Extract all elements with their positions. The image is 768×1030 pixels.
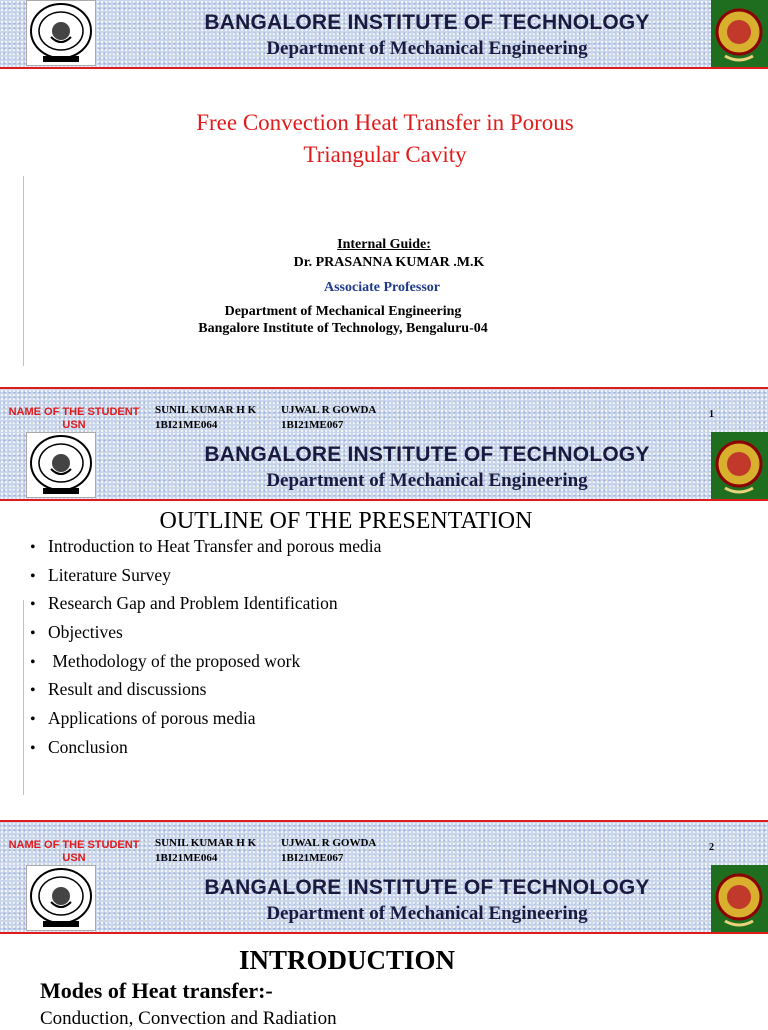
student-label [4,406,144,432]
bullet-icon: • [30,711,36,729]
outline-heading: OUTLINE OF THE PRESENTATION [159,508,533,534]
guide-department: Department of Mechanical Engineering [224,304,462,319]
institute-name: BANGALORE INSTITUTE OF TECHNOLOGY [204,11,650,34]
outline-list [30,532,381,762]
student-usn: 1BI21ME067 [281,419,344,431]
title-line2: Triangular Cavity [303,142,467,167]
student-name: UJWAL R GOWDA [281,404,377,416]
bullet-icon: • [30,739,36,757]
student-label [4,839,144,865]
list-item: • Introduction to Heat Transfer and porous media [30,532,381,561]
title-line1: Free Convection Heat Transfer in Porous [196,110,574,135]
department-name: Department of Mechanical Engineering [266,38,588,59]
guide-designation: Associate Professor [324,280,440,295]
bullet-icon: • [30,539,36,556]
list-item: • Result and discussions [30,675,381,704]
bullet-icon: • [30,567,36,585]
bullet-icon: • [30,653,36,671]
list-item: • Methodology of the proposed work [30,647,381,676]
bullet-icon: • [30,596,36,614]
slide2-footer [0,820,768,865]
student-2 [281,836,376,866]
usn-label: USN [62,419,86,431]
student-usn: 1BI21ME064 [155,852,218,864]
presentation-title [0,107,768,171]
student-name: SUNIL KUMAR H K [155,837,257,849]
modes-body: Conduction, Convection and Radiation [40,1008,337,1029]
bullet-icon: • [30,682,36,700]
department-name: Department of Mechanical Engineering [266,470,588,491]
list-item: • Objectives [30,618,381,647]
bullet-icon: • [30,625,36,643]
student-1 [155,403,256,433]
slide1-header [0,0,768,69]
student-1 [155,836,256,866]
institute-name: BANGALORE INSTITUTE OF TECHNOLOGY [204,876,650,899]
slide1-side-line [23,176,24,366]
student-label-line1: NAME OF THE STUDENT [8,406,140,418]
guide-name: Dr. PRASANNA KUMAR .M.K [293,255,485,270]
list-item: • Applications of porous media [30,704,381,733]
slide1-footer [0,387,768,432]
slide2-header [0,432,768,501]
page-number: 1 [709,409,714,420]
introduction-heading: INTRODUCTION [238,945,456,975]
emblem-icon [711,0,768,67]
student-usn: 1BI21ME067 [281,852,344,864]
institute-name: BANGALORE INSTITUTE OF TECHNOLOGY [204,443,650,466]
student-label-line1: NAME OF THE STUDENT [8,839,140,851]
guide-label: Internal Guide: [337,237,431,252]
list-item: • Conclusion [30,733,381,762]
department-name: Department of Mechanical Engineering [266,903,588,924]
student-name: UJWAL R GOWDA [281,837,377,849]
page-number: 2 [709,842,714,853]
student-2 [281,403,376,433]
usn-label: USN [62,852,86,864]
emblem-icon [711,865,768,932]
modes-subheading: Modes of Heat transfer:- [40,978,273,1003]
slide3-header [0,865,768,934]
list-item: • Research Gap and Problem Identification [30,589,381,618]
slide2-side-line [23,600,24,795]
list-item: • Literature Survey [30,561,381,590]
guide-institute: Bangalore Institute of Technology, Bengaluru-04 [198,321,488,336]
student-name: SUNIL KUMAR H K [155,404,257,416]
student-usn: 1BI21ME064 [155,419,218,431]
emblem-icon [711,432,768,499]
